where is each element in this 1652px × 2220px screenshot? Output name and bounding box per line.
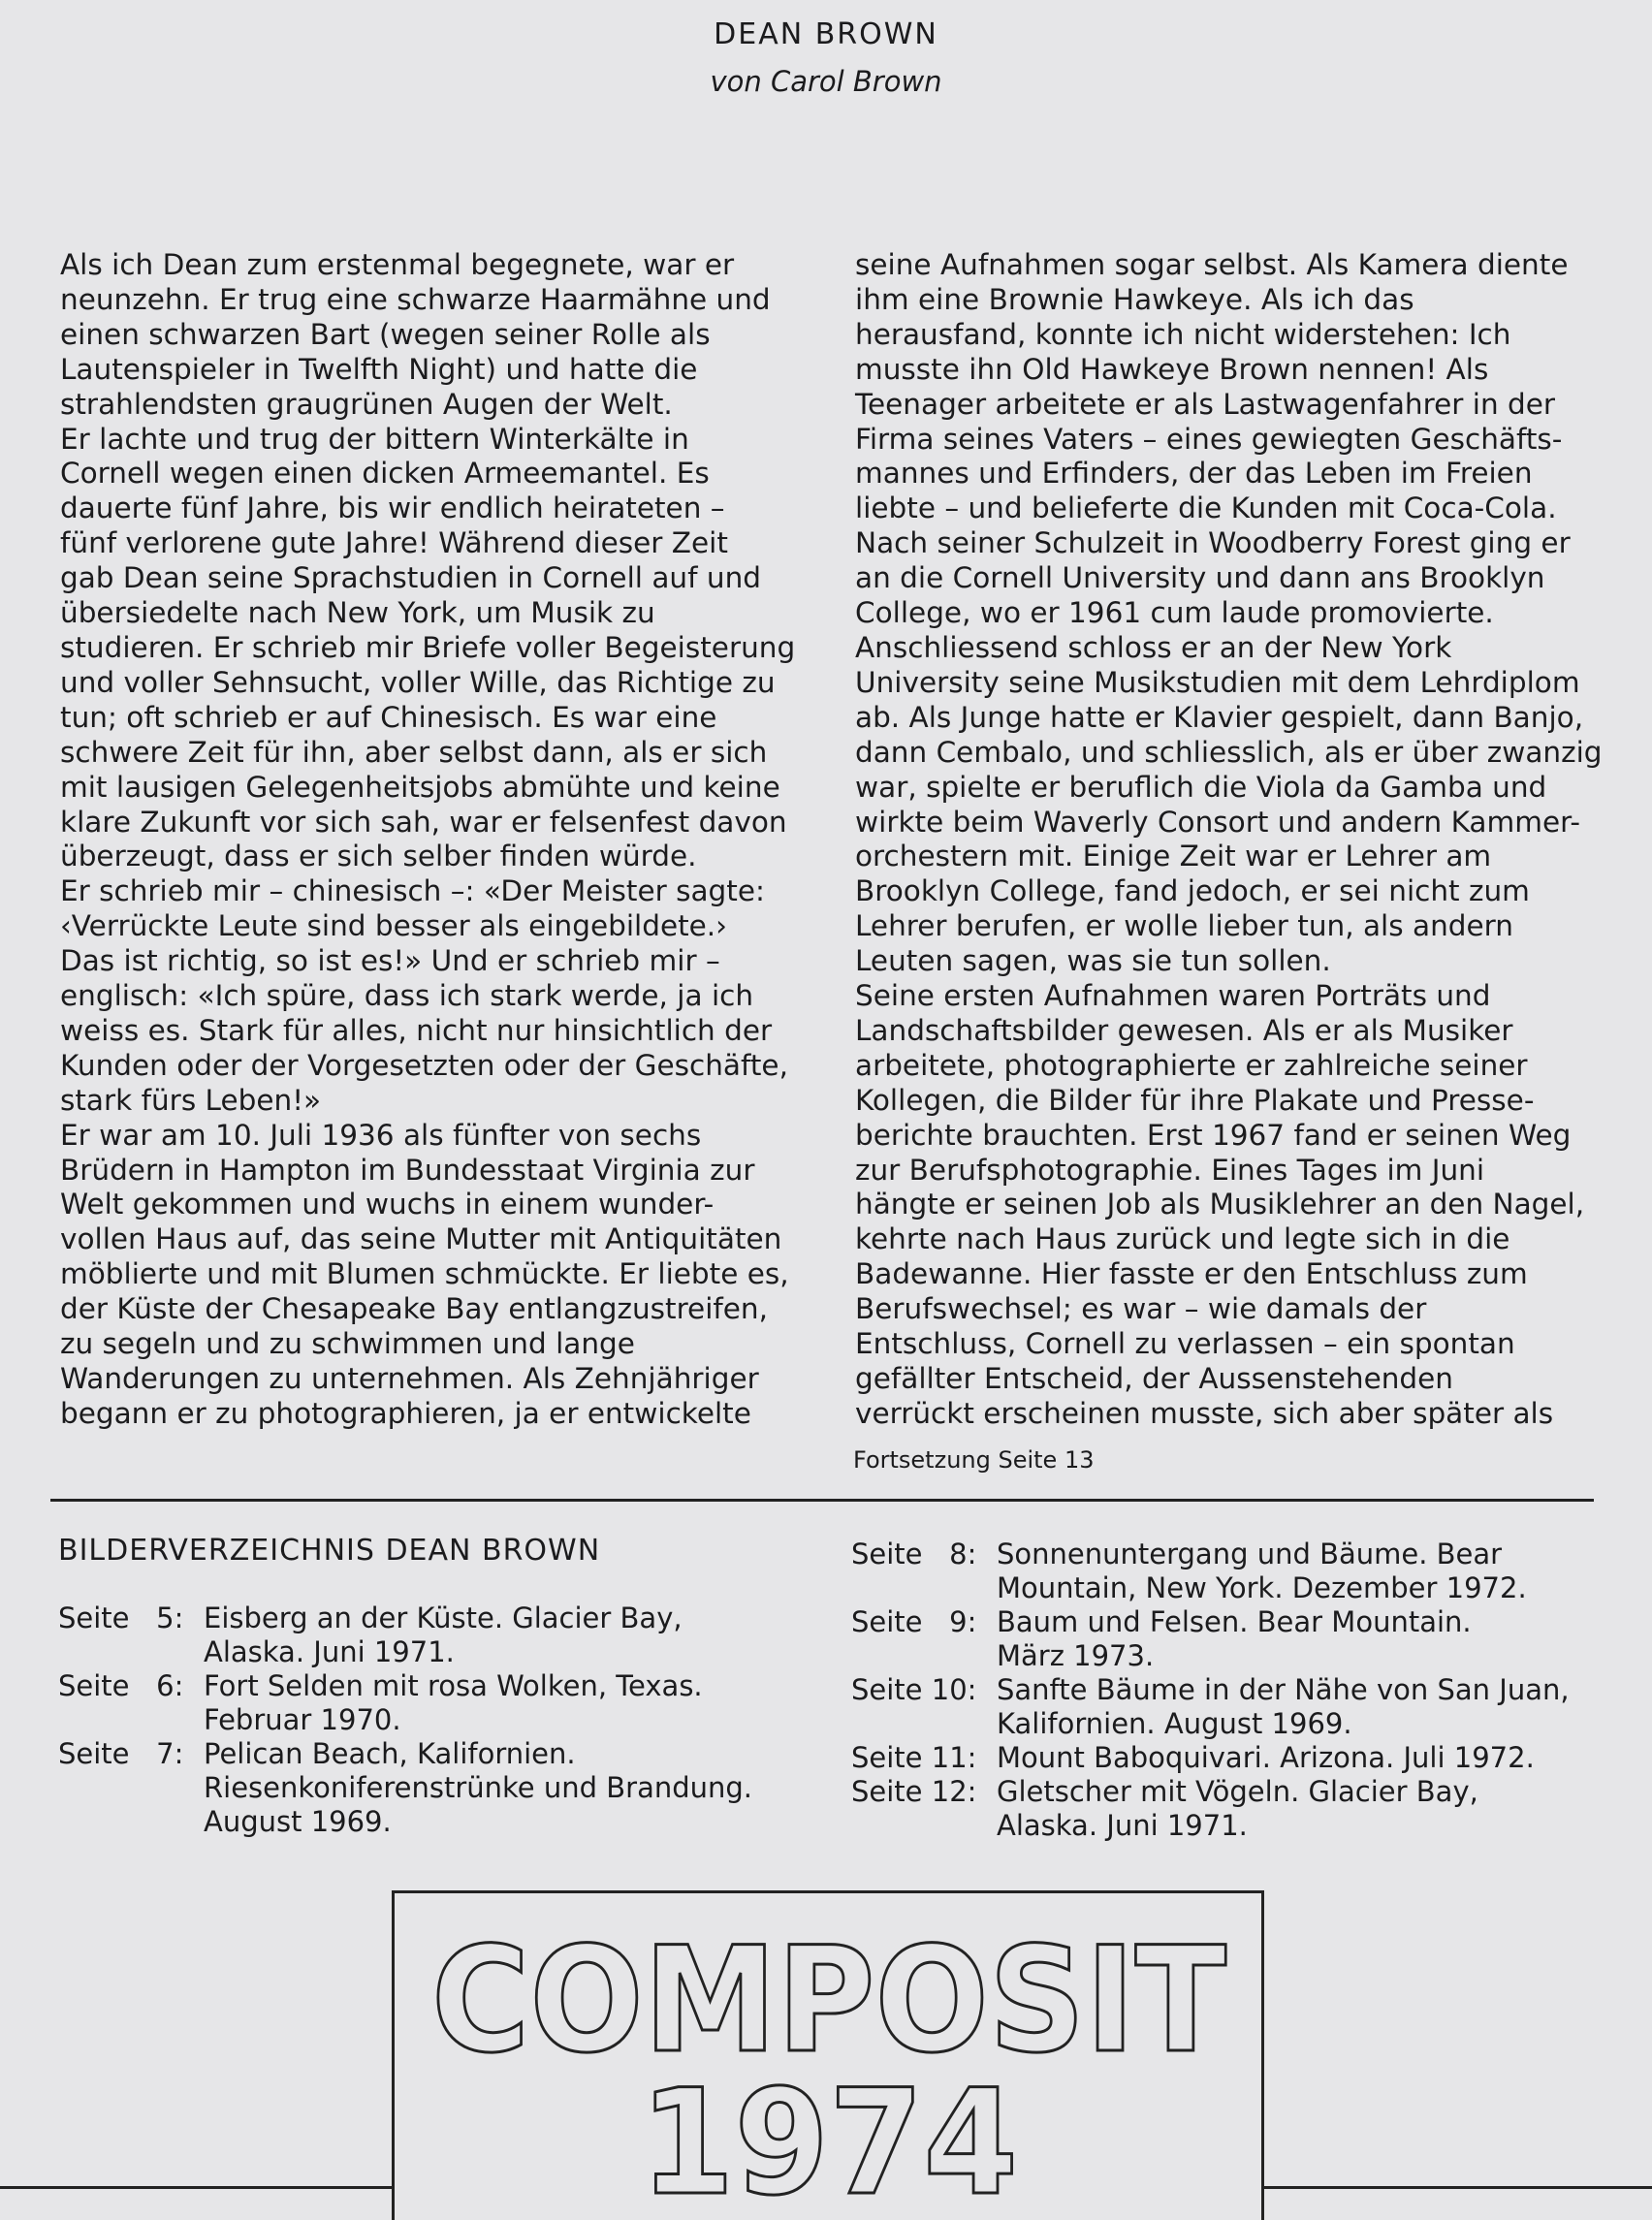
section-divider [50,1499,1594,1502]
index-desc: Pelican Beach, Kalifornien. Riesenkoniferenstrünke und Brandung. August 1969. [204,1737,753,1838]
index-desc: Sanfte Bäume in der Nähe von San Juan, Kalifornien. August 1969. [997,1673,1570,1740]
index-item [58,1602,824,1669]
logo-base-left [0,2186,394,2189]
article-column-right: seine Aufnahmen sogar selbst. Als Kamera diente ihm eine Brownie Hawkeye. Als ich das herausfand, konnte ich nicht widerstehen: Ich musste ihn Old Hawkeye Brown nennen! Als Teenager arbeitete er als Lastwagenfahrer in der Firma seines Vaters – eines gewiegten Geschäfts- mannes und Erfinders, der das Leben im Freien liebte – und belieferte die Kunden mit Coca-Cola. Nach seiner Schulzeit in Woodberry Forest ging er an die Cornell University und dann ans Brooklyn College, wo er 1961 cum laude promovierte. Anschliessend schloss er an der New York University seine Musikstudien mit dem Lehrdiplom ab. Als Junge hatte er Klavier gespielt, dann Banjo, dann Cembalo, und schliesslich, als er über zwanzig war, spielte er beruflich die Viola da Gamba und wirkte beim Waverly Consort und andern Kammer- orchestern mit. Einige Zeit war er Lehrer am Brooklyn College, fand jedoch, er sei nicht zum Lehrer berufen, er wolle lieber tun, als andern Leuten sagen, was sie tun sollen. Seine ersten Aufnahmen waren Porträts und Landschaftsbilder gewesen. Als er als Musiker arbeitete, photographierte er zahlreiche seiner Kollegen, die Bilder für ihre Plakate und Presse- berichte brauchten. Erst 1967 fand er seinen Weg zur Berufsphotographie. Eines Tages im Juni hängte er seinen Job als Musiklehrer an den Nagel, kehrte nach Haus zurück und legte sich in die Badewanne. Hier fasste er den Entschluss zum Berufswechsel; es war – wie damals der Entschluss, Cornell zu verlassen – ein spontan gefällter Entscheid, der Aussenstehenden verrückt erscheinen musste, sich aber später als [855,248,1603,1430]
index-item [851,1673,1627,1741]
index-page: Seite 7: [58,1737,184,1770]
logo-word: COMPOSIT [431,1919,1226,2085]
article-column-left: Als ich Dean zum erstenmal begegnete, war er neunzehn. Er trug eine schwarze Haarmähne und einen schwarzen Bart (wegen seiner Rolle als Lautenspieler in Twelfth Night) und hatte die strahlendsten graugrünen Augen der Welt. Er lachte und trug der bittern Winterkälte in Cornell wegen einen dicken Armeemantel. Es dauerte fünf Jahre, bis wir endlich heirateten – fünf verlorene gute Jahre! Während dieser Zeit gab Dean seine Sprachstudien in Cornell auf und übersiedelte nach New York, um Musik zu studieren. Er schrieb mir Briefe voller Begeisterung und voller Sehnsucht, voller Wille, das Richtige zu tun; oft schrieb er auf Chinesisch. Es war eine schwere Zeit für ihn, aber selbst dann, als er sich mit lausigen Gelegenheitsjobs abmühte und keine klare Zukunft vor sich sah, war er felsenfest davon überzeugt, dass er sich selber finden würde. Er schrieb mir – chinesisch –: «Der Meister sagte: ‹Verrückte Leute sind besser als eingebildete.› Das ist richtig, so ist es!» Und er schrieb mir – englisch: «Ich spüre, dass ich stark werde, ja ich weiss es. Stark für alles, nicht nur hinsichtlich der Kunden oder der Vorgesetzten oder der Geschäfte, stark fürs Leben!» Er war am 10. Juli 1936 als fünfter von sechs Brüdern in Hampton im Bundesstaat Virginia zur Welt gekommen und wuchs in einem wunder- vollen Haus auf, das seine Mutter mit Antiquitäten möblierte und mit Blumen schmückte. Er liebte es, der Küste der Chesapeake Bay entlangzustreifen, zu segeln und zu schwimmen und lange Wanderungen zu unternehmen. Als Zehnjähriger begann er zu photographieren, ja er entwickelte [60,248,796,1430]
index-desc: Baum und Felsen. Bear Mountain. März 1973. [997,1605,1472,1672]
article-header [0,14,1652,103]
index-item [58,1669,824,1737]
index-list-right [851,1538,1627,1843]
logo-year: 1974 [640,2059,1018,2201]
index-title: BILDERVERZEICHNIS DEAN BROWN [58,1534,601,1568]
index-page: Seite 9: [851,1605,977,1638]
article-title: DEAN BROWN [714,17,938,51]
article-author: von Carol Brown [710,65,942,98]
index-desc: Mount Baboquivari. Arizona. Juli 1972. [997,1741,1535,1774]
index-desc: Gletscher mit Vögeln. Glacier Bay, Alaska. Juni 1971. [997,1775,1478,1842]
index-page: Seite 12: [851,1775,977,1808]
index-desc: Sonnenuntergang und Bäume. Bear Mountain, New York. Dezember 1972. [997,1538,1527,1604]
index-desc: Fort Selden mit rosa Wolken, Texas. Februar 1970. [204,1669,703,1736]
composit-logo [417,1919,1241,2201]
index-item [851,1538,1627,1605]
logo-base-right [1262,2186,1652,2189]
index-item [851,1741,1627,1775]
index-desc: Eisberg an der Küste. Glacier Bay, Alaska. Juni 1971. [204,1602,683,1668]
index-page: Seite 11: [851,1741,977,1774]
index-item [851,1605,1627,1673]
index-page: Seite 10: [851,1673,977,1706]
index-page: Seite 6: [58,1669,184,1702]
index-item [58,1737,824,1839]
index-list-left [58,1602,824,1839]
continuation-note: Fortsetzung Seite 13 [853,1446,1095,1474]
index-item [851,1775,1627,1843]
index-page: Seite 8: [851,1538,977,1570]
index-page: Seite 5: [58,1602,184,1634]
